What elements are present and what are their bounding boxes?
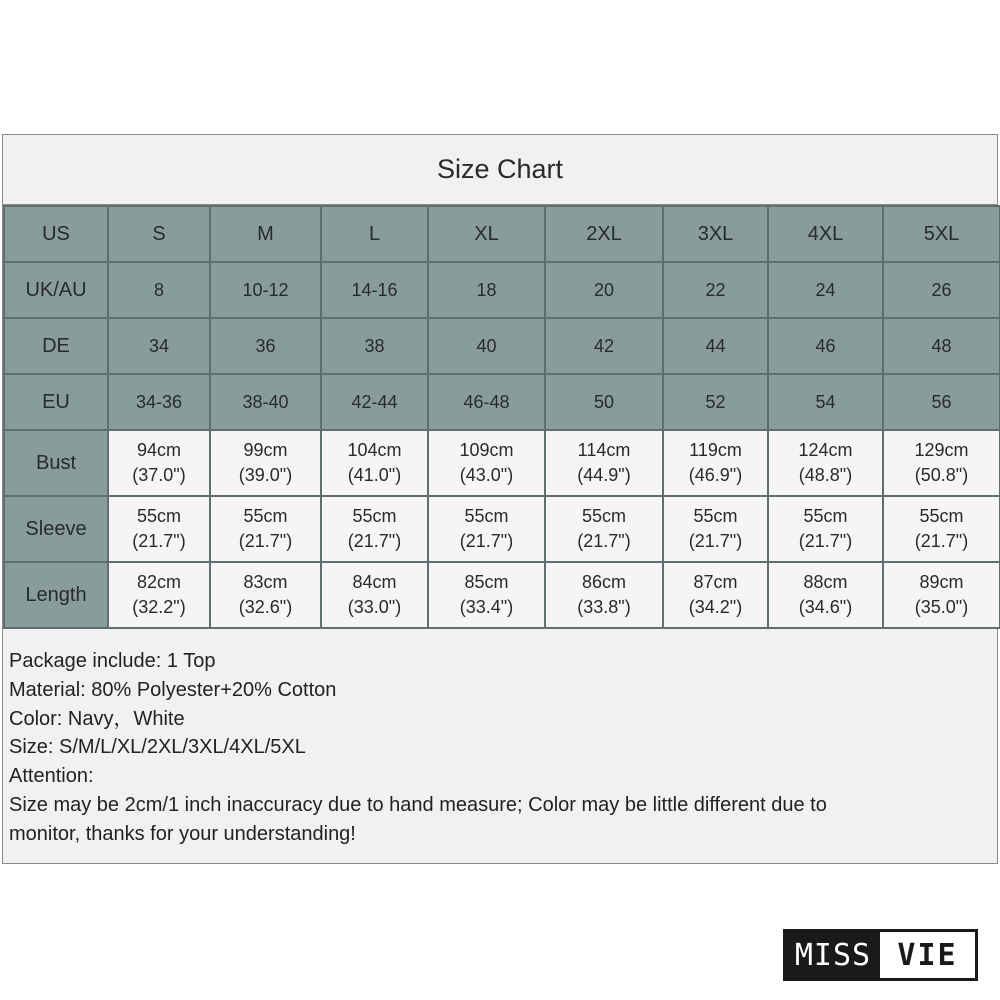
size-table	[3, 205, 1000, 629]
size-cell: 42-44	[321, 374, 428, 430]
value-cm: 89cm	[919, 572, 964, 592]
size-cell: 40	[428, 318, 545, 374]
measure-cell	[321, 430, 428, 496]
measure-cell	[321, 496, 428, 562]
measure-cell	[108, 562, 210, 628]
row-label: US	[4, 206, 108, 262]
product-notes	[9, 647, 989, 849]
size-cell: XL	[428, 206, 545, 262]
size-row-de	[4, 318, 1000, 374]
value-inch: (37.0")	[132, 465, 186, 485]
size-cell: 4XL	[768, 206, 883, 262]
measure-cell	[210, 430, 321, 496]
measure-row-length	[4, 562, 1000, 628]
measure-cell	[428, 496, 545, 562]
value-inch: (21.7")	[577, 531, 631, 551]
measure-cell	[883, 496, 1000, 562]
note-material: Material: 80% Polyester+20% Cotton	[9, 678, 337, 701]
row-label: Bust	[4, 430, 108, 496]
value-inch: (46.9")	[688, 465, 743, 485]
value-cm: 104cm	[347, 440, 402, 460]
measure-cell	[545, 430, 663, 496]
value-inch: (21.7")	[238, 531, 293, 551]
size-cell: 54	[768, 374, 883, 430]
measure-cell	[428, 430, 545, 496]
size-cell: 38-40	[210, 374, 321, 430]
value-cm: 84cm	[352, 572, 397, 592]
value-cm: 55cm	[352, 506, 397, 526]
value-cm: 86cm	[581, 572, 626, 592]
note-attention-text-2: monitor, thanks for your understanding!	[9, 822, 356, 845]
measure-cell	[768, 496, 883, 562]
size-cell: 46	[768, 318, 883, 374]
value-cm: 55cm	[581, 506, 626, 526]
value-cm: 55cm	[919, 506, 964, 526]
measure-cell	[545, 562, 663, 628]
value-cm: 124cm	[798, 440, 853, 460]
measure-cell	[663, 562, 768, 628]
value-inch: (33.8")	[577, 597, 631, 617]
measure-cell	[545, 496, 663, 562]
size-cell: 34	[108, 318, 210, 374]
value-inch: (43.0")	[459, 465, 514, 485]
value-inch: (34.6")	[798, 597, 853, 617]
value-inch: (50.8")	[914, 465, 969, 485]
value-inch: (21.7")	[132, 531, 186, 551]
value-inch: (21.7")	[914, 531, 969, 551]
row-label: Length	[4, 562, 108, 628]
value-inch: (44.9")	[577, 465, 631, 485]
value-inch: (21.7")	[347, 531, 402, 551]
size-row-us	[4, 206, 1000, 262]
size-cell: 3XL	[663, 206, 768, 262]
measure-cell	[663, 496, 768, 562]
measure-cell	[210, 562, 321, 628]
size-cell: 38	[321, 318, 428, 374]
measure-row-sleeve	[4, 496, 1000, 562]
value-cm: 114cm	[577, 440, 631, 460]
logo-part-miss: MISS	[786, 932, 880, 978]
size-row-eu	[4, 374, 1000, 430]
value-cm: 85cm	[464, 572, 509, 592]
size-cell: L	[321, 206, 428, 262]
row-label: UK/AU	[4, 262, 108, 318]
size-cell: M	[210, 206, 321, 262]
size-cell: 22	[663, 262, 768, 318]
size-cell: 44	[663, 318, 768, 374]
value-cm: 88cm	[803, 572, 848, 592]
size-cell: 8	[108, 262, 210, 318]
row-label: DE	[4, 318, 108, 374]
row-label: EU	[4, 374, 108, 430]
value-inch: (39.0")	[238, 465, 293, 485]
value-inch: (21.7")	[798, 531, 853, 551]
measure-cell	[883, 562, 1000, 628]
chart-title: Size Chart	[3, 135, 997, 205]
measure-row-bust	[4, 430, 1000, 496]
value-inch: (32.2")	[132, 597, 186, 617]
value-cm: 55cm	[693, 506, 738, 526]
value-inch: (48.8")	[798, 465, 853, 485]
value-cm: 99cm	[243, 440, 288, 460]
value-cm: 55cm	[803, 506, 848, 526]
size-cell: 42	[545, 318, 663, 374]
size-cell: S	[108, 206, 210, 262]
value-cm: 82cm	[136, 572, 181, 592]
measure-cell	[108, 430, 210, 496]
size-cell: 50	[545, 374, 663, 430]
value-cm: 55cm	[243, 506, 288, 526]
brand-logo	[783, 929, 978, 981]
measure-cell	[883, 430, 1000, 496]
size-cell: 2XL	[545, 206, 663, 262]
note-attention-text-1: Size may be 2cm/1 inch inaccuracy due to hand measure; Color may be little different due to	[9, 793, 827, 816]
size-cell: 24	[768, 262, 883, 318]
measure-cell	[210, 496, 321, 562]
value-inch: (33.4")	[459, 597, 514, 617]
measure-cell	[768, 562, 883, 628]
note-package: Package include: 1 Top	[9, 650, 216, 672]
measure-cell	[768, 430, 883, 496]
row-label: Sleeve	[4, 496, 108, 562]
size-cell: 20	[545, 262, 663, 318]
value-inch: (32.6")	[238, 597, 293, 617]
value-cm: 109cm	[459, 440, 514, 460]
size-cell: 34-36	[108, 374, 210, 430]
measure-cell	[108, 496, 210, 562]
size-cell: 52	[663, 374, 768, 430]
value-cm: 55cm	[464, 506, 509, 526]
logo-part-vie: VIE	[897, 937, 958, 973]
note-sizes: Size: S/M/L/XL/2XL/3XL/4XL/5XL	[9, 736, 306, 759]
size-cell: 36	[210, 318, 321, 374]
value-inch: (33.0")	[347, 597, 402, 617]
measure-cell	[428, 562, 545, 628]
value-cm: 94cm	[136, 440, 181, 460]
size-chart-sheet	[2, 134, 998, 864]
measure-cell	[663, 430, 768, 496]
size-cell: 46-48	[428, 374, 545, 430]
size-row-uk-au	[4, 262, 1000, 318]
size-cell: 5XL	[883, 206, 1000, 262]
measure-cell	[321, 562, 428, 628]
size-cell: 18	[428, 262, 545, 318]
value-inch: (21.7")	[688, 531, 743, 551]
value-cm: 83cm	[243, 572, 288, 592]
value-inch: (35.0")	[914, 597, 969, 617]
size-cell: 56	[883, 374, 1000, 430]
size-cell: 26	[883, 262, 1000, 318]
value-cm: 129cm	[914, 440, 969, 460]
value-cm: 87cm	[693, 572, 738, 592]
note-color: Color: Navy，White	[9, 707, 185, 730]
value-inch: (41.0")	[347, 465, 402, 485]
value-cm: 55cm	[136, 506, 181, 526]
value-inch: (21.7")	[459, 531, 514, 551]
value-inch: (34.2")	[688, 597, 743, 617]
note-attention-heading: Attention:	[9, 765, 94, 788]
value-cm: 119cm	[689, 440, 742, 460]
size-cell: 10-12	[210, 262, 321, 318]
size-cell: 48	[883, 318, 1000, 374]
size-cell: 14-16	[321, 262, 428, 318]
